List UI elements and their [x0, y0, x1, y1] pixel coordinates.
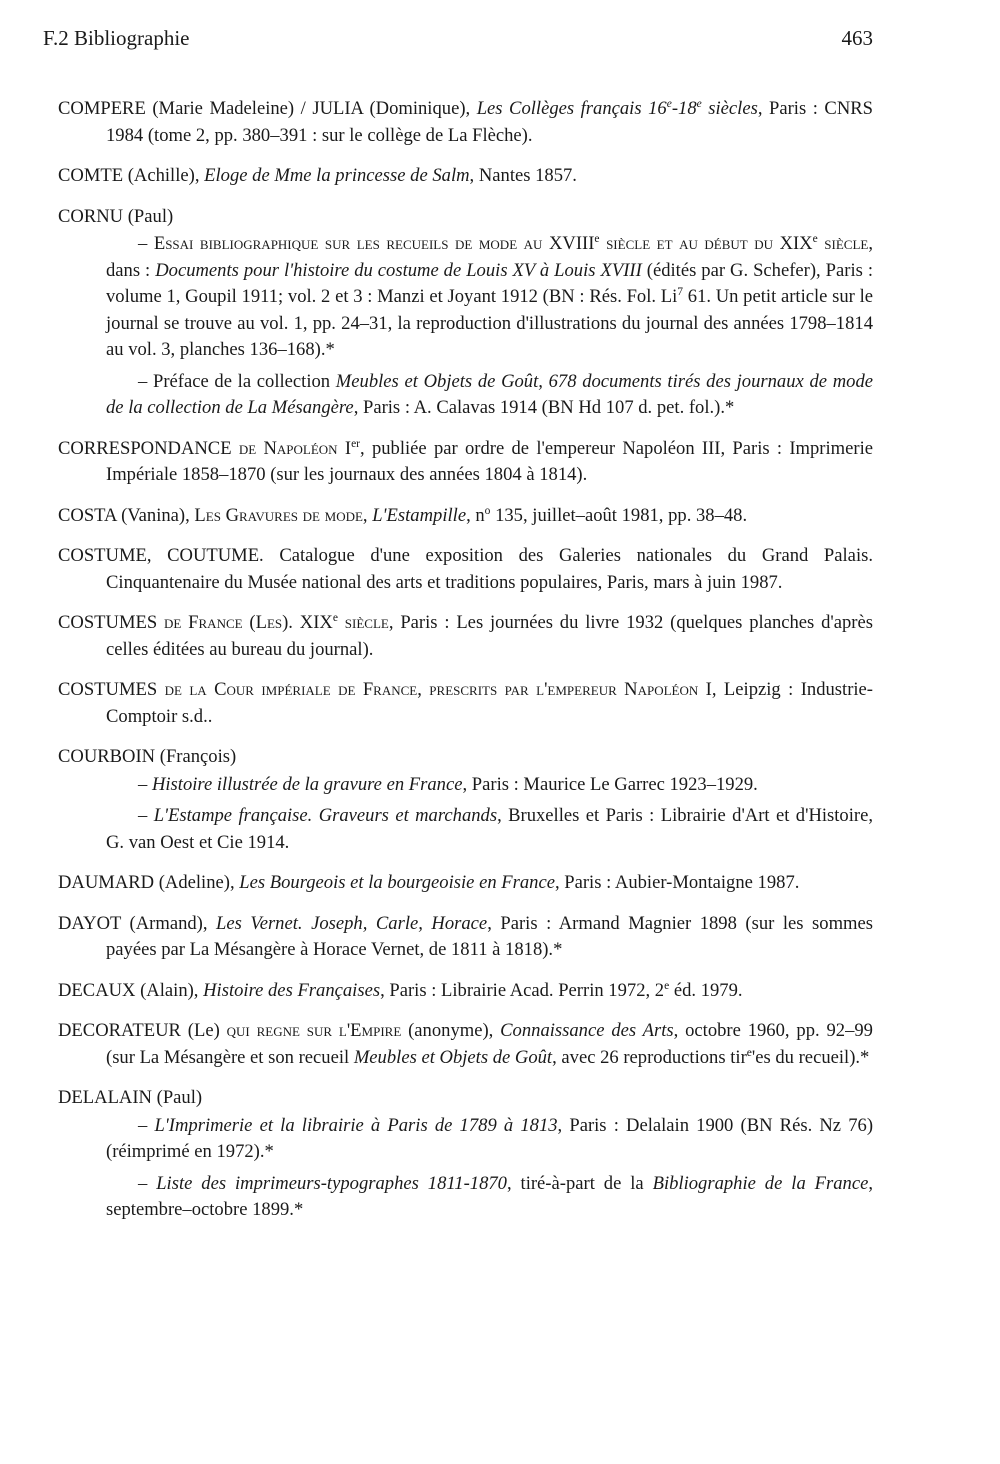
entry-text: DAUMARD (Adeline), Les Bourgeois et la bourgeoisie en France, Paris : Aubier-Montaigne 1987.	[58, 872, 800, 893]
sub-entry: – Histoire illustrée de la gravure en France, Paris : Maurice Le Garrec 1923–1929.	[138, 773, 758, 795]
entry-title: Bibliographie de la France	[652, 1172, 869, 1194]
entry-text: COMPERE (Marie Madeleine) / JULIA (Dominique), Les Collèges français 16e-18e siècles, Paris : CNRS 1984 (tome 2, pp. 380–391 : sur le collège de La Flèche).	[58, 97, 873, 146]
entry-dayot	[58, 911, 873, 964]
sub-entry: – L'Imprimerie et la librairie à Paris de 1789 à 1813, Paris : Delalain 1900 (BN Rés. Nz 76) (réimprimé en 1972).*	[106, 1114, 874, 1162]
entry-cornu	[58, 204, 873, 422]
entry-costa	[58, 503, 873, 530]
entry-decaux	[58, 978, 873, 1005]
entry-decorateur	[58, 1018, 873, 1071]
entry-text: COSTUMES de France (Les). XIXe siècle, Paris : Les journées du livre 1932 (quelques planches d'après celles éditées au bureau du journal).	[58, 611, 873, 660]
bibliography-list	[58, 96, 873, 1238]
entry-title: Meubles et Objets de Goût, 678 documents tirés des journaux de mode de la collection de La Mésangère	[106, 370, 873, 418]
sub-entry: – Liste des imprimeurs-typographes 1811-1870, tiré-à-part de la Bibliographie de la France, septembre–octobre 1899.*	[106, 1172, 874, 1220]
entry-delalain	[58, 1085, 873, 1224]
entry-title: Liste des imprimeurs-typographes 1811-1870	[156, 1172, 507, 1194]
entry-author: DELALAIN (Paul)	[58, 1087, 203, 1108]
page-header	[43, 26, 873, 56]
sub-entry: – Préface de la collection Meubles et Objets de Goût, 678 documents tirés des journaux de mode de la collection de La Mésangère, Paris : A. Calavas 1914 (BN Hd 107 d. pet. fol.).*	[106, 370, 873, 418]
entry-costume	[58, 543, 873, 596]
entry-text: DECORATEUR (Le) qui regne sur l'Empire (anonyme), Connaissance des Arts, octobre 1960, pp. 92–99 (sur La Mésangère et son recueil Meubles et Objets de Goût, avec 26 reproductions tir$^e$'es du recueil).*	[58, 1020, 873, 1068]
entry-costumes-cour	[58, 677, 873, 730]
entry-text: DECAUX (Alain), Histoire des Françaises, Paris : Librairie Acad. Perrin 1972, 2e éd. 1979.	[58, 979, 743, 1001]
entry-title: L'Estampille	[372, 504, 467, 526]
entry-text: COSTUMES de la Cour impériale de France, prescrits par l'empereur Napoléon I, Leipzig : Industrie-Comptoir s.d..	[58, 679, 874, 727]
entry-text: COSTA (Vanina), Les Gravures de mode, L'Estampille, $n^o$ 135, juillet–août 1981, pp. 38–48.	[58, 504, 748, 526]
sub-entry: – L'Estampe française. Graveurs et marchands, Bruxelles et Paris : Librairie d'Art et d'Histoire, G. van Oest et Cie 1914.	[106, 805, 873, 853]
entry-title: Les Vernet. Joseph, Carle, Horace	[216, 912, 488, 934]
section-title: F.2 Bibliographie	[43, 26, 190, 50]
entry-title: Histoire illustrée de la gravure en France	[151, 773, 463, 795]
entry-costumes-france	[58, 610, 873, 663]
entry-text: COSTUME, COUTUME. Catalogue d'une exposition des Galeries nationales du Grand Palais. Cinquantenaire du Musée national des arts et traditions populaires, Paris, mars à juin 1987.	[58, 545, 873, 593]
entry-title: Documents pour l'histoire du costume de Louis XV à Louis XVIII	[155, 259, 642, 281]
entry-compere	[58, 96, 873, 149]
sub-entry: – Essai bibliographique sur les recueils de mode au XVIIIe siècle et au début du XIXe siècle, dans : Documents pour l'histoire du costume de Louis XV à Louis XVIII (édités par G. Schefer), Paris : volume 1, Goupil 1911; vol. 2 et 3 : Manzi et Joyant 1912 (BN : Rés. Fol. Li$^7$ 61. Un petit article sur le journal se trouve au vol. 1, pp. 24–31, la reproduction d'illustrations du journal des années 1798–1814 au vol. 3, planches 136–168).*	[106, 232, 874, 360]
entry-title: Eloge de Mme la princesse de Salm	[204, 165, 470, 186]
entry-title: Les Bourgeois et la bourgeoisie en France	[239, 872, 555, 893]
entry-title: L'Estampe française. Graveurs et marchands	[153, 805, 498, 826]
entry-title: Meubles et Objets de Goût	[353, 1046, 553, 1068]
entry-title: Connaissance des Arts	[500, 1020, 674, 1041]
entry-text: DAYOT (Armand), Les Vernet. Joseph, Carle, Horace, Paris : Armand Magnier 1898 (sur les sommes payées par La Mésangère à Horace Vernet, de 1811 à 1818).*	[58, 912, 873, 960]
entry-comte	[58, 163, 873, 190]
entry-title: Les Collèges français 16e-18e siècles	[476, 97, 758, 119]
entry-daumard	[58, 870, 873, 897]
entry-title: Histoire des Françaises	[203, 979, 381, 1001]
entry-correspondance	[58, 436, 873, 489]
entry-title: L'Imprimerie et la librairie à Paris de 1789 à 1813	[154, 1114, 558, 1136]
page-number: 463	[841, 26, 873, 50]
entry-courboin	[58, 744, 873, 856]
entry-author: COURBOIN (François)	[58, 746, 237, 767]
entry-text: COMTE (Achille), Eloge de Mme la princesse de Salm, Nantes 1857.	[58, 165, 577, 186]
entry-author: CORNU (Paul)	[58, 205, 174, 227]
entry-text: CORRESPONDANCE de Napoléon Ier, publiée par ordre de l'empereur Napoléon III, Paris : Imprimerie Impériale 1858–1870 (sur les journaux des années 1804 à 1814).	[58, 437, 873, 485]
